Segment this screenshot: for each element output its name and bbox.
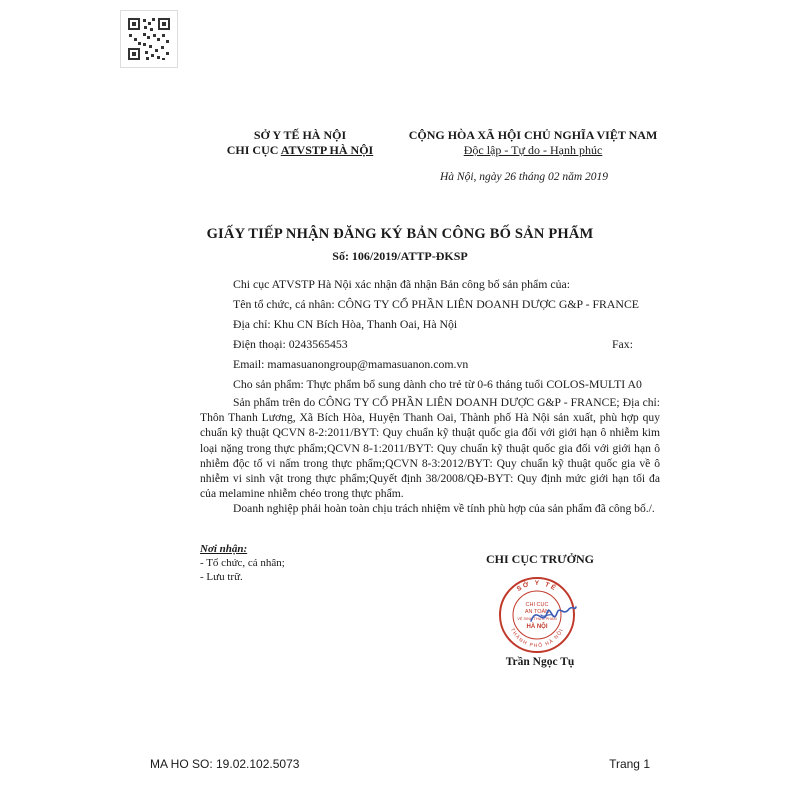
- recipient-item: - Lưu trữ.: [200, 571, 243, 583]
- page-number: Trang 1: [609, 757, 650, 771]
- product-line: Cho sản phẩm: Thực phẩm bổ sung dành cho trẻ từ 0-6 tháng tuổi COLOS-MULTI A0: [233, 377, 642, 391]
- dossier-code: MA HO SO: 19.02.102.5073: [150, 757, 300, 771]
- signer-title: CHI CỤC TRƯỞNG: [485, 552, 594, 566]
- responsibility-paragraph: Doanh nghiệp phải hoàn toàn chịu trách nhiệm về tính phù hợp của sản phẩm đã công bố./.: [233, 502, 655, 515]
- official-stamp: [497, 575, 577, 655]
- issue-date: Hà Nội, ngày 26 tháng 02 năm 2019: [440, 171, 609, 183]
- svg-text:HÀ NỘI: HÀ NỘI: [526, 624, 548, 630]
- issuer-agency: [200, 143, 400, 158]
- intro-line: Chi cục ATVSTP Hà Nội xác nhận đã nhận Bản công bố sản phẩm của:: [233, 277, 571, 291]
- fax-line: Fax:: [612, 337, 633, 351]
- email-line: Email: mamasuanongroup@mamasuanon.com.vn: [233, 357, 469, 371]
- svg-text:THÀNH PHỐ HÀ NỘI: THÀNH PHỐ HÀ NỘI: [508, 627, 566, 650]
- phone-line: Điện thoại: 0243565453: [233, 337, 348, 351]
- qr-code: [120, 10, 178, 68]
- signer-name: Trần Ngọc Tụ: [505, 656, 575, 668]
- national-motto: Độc lập - Tự do - Hạnh phúc: [463, 143, 603, 157]
- document-title: GIẤY TIẾP NHẬN ĐĂNG KÝ BẢN CÔNG BỐ SẢN PHẨM: [206, 226, 594, 242]
- address-line: Địa chỉ: Khu CN Bích Hòa, Thanh Oai, Hà Nội: [233, 317, 458, 331]
- issuer-agency-prefix: CHI CỤC: [226, 143, 281, 157]
- org-line: Tên tổ chức, cá nhân: CÔNG TY CỔ PHẦN LIÊN DOANH DƯỢC G&P - FRANCE: [233, 297, 640, 311]
- recipients-label: Nơi nhận:: [200, 543, 248, 555]
- national-header: [398, 128, 668, 158]
- compliance-paragraph: Sản phẩm trên do CÔNG TY CỔ PHẦN LIÊN DOANH DƯỢC G&P - FRANCE; Địa chỉ: Thôn Thanh Lương, Xã Bích Hòa, Huyện Thanh Oai, Thành phố Hà Nội sản xuất, phù hợp quy chuẩn kỹ thuật QCVN 8-2:2011/BYT: Quy chuẩn kỹ thuật quốc gia đối với giới hạn ô nhiễm kim loại nặng trong thực phẩm;QCVN 8-1:2011/BYT: Quy chuẩn kỹ thuật quốc gia đối với giới hạn ô nhiễm độc tố vi nấm trong thực phẩm;QCVN 8-3:2012/BYT: Quy chuẩn kỹ thuật quốc gia về ô nhiễm vi sinh vật trong thực phẩm;Quyết định 38/2008/QĐ-BYT: Quy định mức giới hạn tối đa của melamine nhiễm chéo trong thực phẩm.: [200, 396, 660, 501]
- document-number: Số: 106/2019/ATTP-ĐKSP: [332, 249, 468, 263]
- recipients-block: [200, 542, 285, 584]
- svg-text:VỆ SINH THỰC PHẨM: VỆ SINH THỰC PHẨM: [517, 617, 557, 621]
- svg-text:CHI CỤC: CHI CỤC: [525, 602, 549, 608]
- svg-text:SỞ Y TẾ: SỞ Y TẾ: [515, 579, 559, 593]
- issuer-department: SỞ Y TẾ HÀ NỘI: [253, 128, 347, 142]
- svg-text:AN TOÀN: AN TOÀN: [524, 609, 550, 615]
- issuer-header: [200, 128, 400, 158]
- recipient-item: - Tổ chức, cá nhân;: [200, 557, 285, 569]
- issuer-agency-underlined: ATVSTP HÀ NỘI: [280, 143, 374, 157]
- national-name: CỘNG HÒA XÃ HỘI CHỦ NGHĨA VIỆT NAM: [408, 128, 658, 142]
